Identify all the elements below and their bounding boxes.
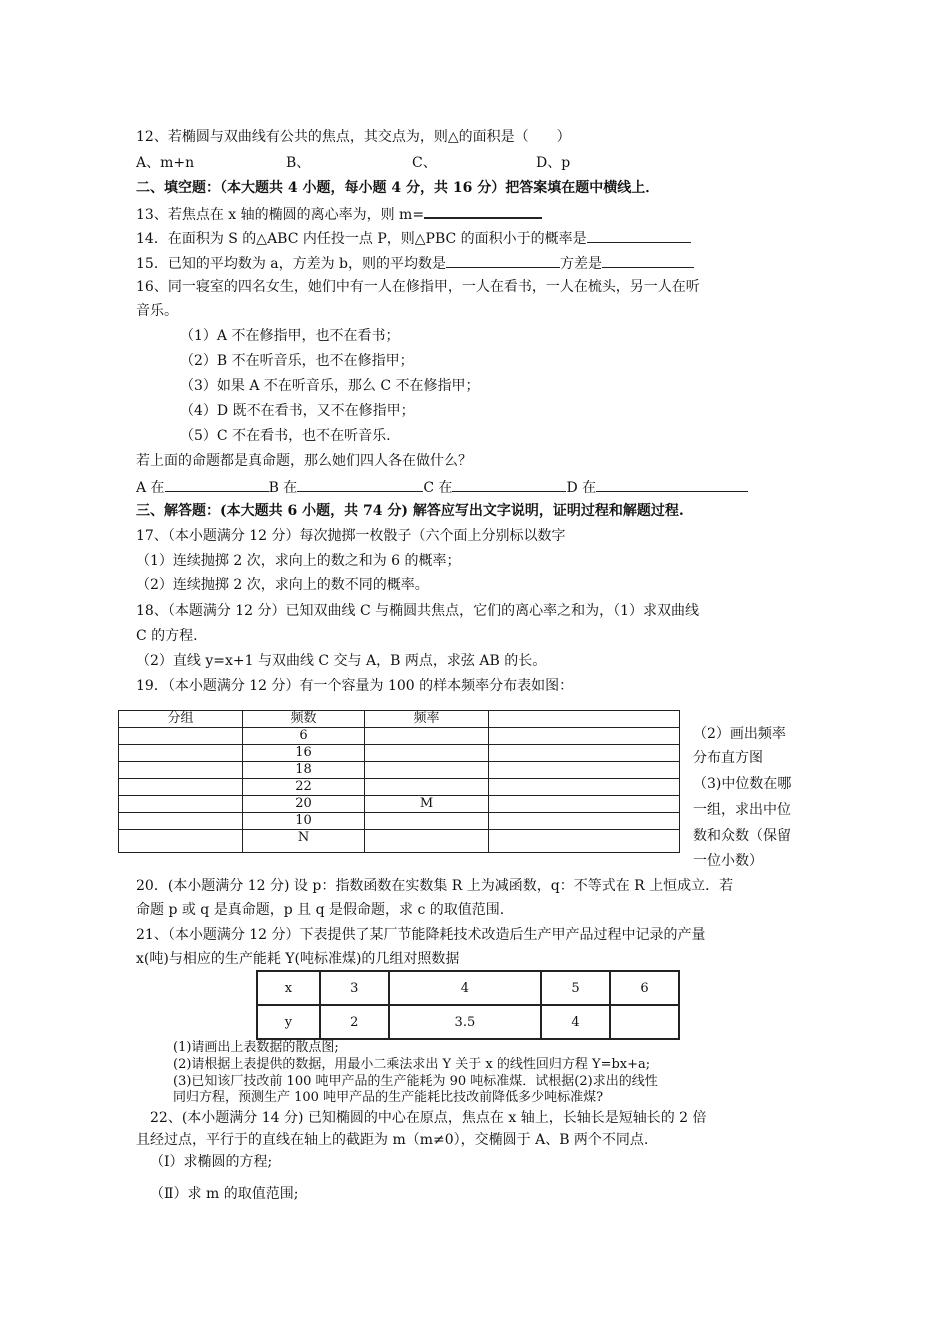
- count-cell: 22: [243, 779, 365, 796]
- q13-answer-blank[interactable]: [424, 202, 542, 219]
- count-cell: 10: [243, 813, 365, 830]
- q15-part1: 15．已知的平均数为 a，方差为 b，则的平均数是: [136, 256, 447, 272]
- freq-cell: [365, 779, 489, 796]
- q16-answer-a-blank[interactable]: [165, 476, 269, 492]
- q12-option-b: B、: [286, 155, 311, 171]
- q18-line2: C 的方程.: [136, 628, 198, 644]
- count-cell: N: [243, 830, 365, 853]
- q20-line1: 20．(本小题满分 12 分) 设 p：指数函数在实数集 R 上为减函数，q：不等式在 R 上恒成立．若: [136, 878, 734, 894]
- q21-item-4: 同归方程，预测生产 100 吨甲产品的生产能耗比技改前降低多少吨标准煤?: [173, 1090, 604, 1105]
- q21-item-3: (3)已知该厂技改前 100 吨甲产品的生产能耗为 90 吨标准煤．试根据(2)求出的线性: [173, 1074, 658, 1089]
- section2-heading: 二、填空题：（本大题共 4 小题，每小题 4 分，共 16 分）把答案填在题中横线上．: [136, 180, 660, 196]
- q20-line2: 命题 p 或 q 是真命题，p 且 q 是假命题，求 c 的取值范围.: [136, 902, 505, 918]
- y-value-cell: 2: [320, 1005, 389, 1039]
- table-row: [119, 813, 680, 830]
- q22-part-2: （Ⅱ）求 m 的取值范围;: [150, 1186, 299, 1202]
- q21-item-2: (2)请根据上表提供的数据，用最小二乘法求出 Y 关于 x 的线性回归方程 Y=bx+a;: [173, 1057, 651, 1072]
- q16-answer-b-label: B 在: [268, 480, 298, 496]
- y-value-cell: 4: [541, 1005, 610, 1039]
- q14: [136, 227, 691, 249]
- q17-stem: 17、（本小题满分 12 分）每次抛掷一枚骰子（六个面上分别标以数字: [136, 528, 566, 544]
- q14-text: 14．在面积为 S 的△ABC 内任投一点 P，则△PBC 的面积小于的概率是: [136, 231, 587, 247]
- x-value-cell: 3: [320, 971, 389, 1005]
- table-row: [119, 796, 680, 813]
- q13: [136, 202, 542, 225]
- q19-side-note-4: 一组，求出中位: [693, 802, 791, 818]
- q16-condition-3: （3）如果 A 不在听音乐，那么 C 不在修指甲；: [180, 378, 480, 394]
- q19-side-note-5: 数和众数（保留: [693, 828, 791, 844]
- q21-data-table: [256, 970, 680, 1040]
- q15: [136, 252, 694, 274]
- table-row: [119, 728, 680, 745]
- header-count: 频数: [243, 711, 365, 728]
- table-header-row: [119, 711, 680, 728]
- q16-answer-c-label: C 在: [423, 480, 453, 496]
- q16-condition-2: （2）B 不在听音乐，也不在修指甲；: [180, 353, 414, 369]
- q21-line1: 21、（本小题满分 12 分）下表提供了某厂节能降耗技术改造后生产甲产品过程中记录的产量: [136, 927, 706, 943]
- q16-answer-d-blank[interactable]: [596, 476, 748, 492]
- q22-line2: 且经过点，平行于的直线在轴上的截距为 m（m≠0），交椭圆于 A、B 两个不同点.: [136, 1132, 649, 1148]
- x-value-cell: 4: [389, 971, 541, 1005]
- q16-question: 若上面的命题都是真命题，那么她们四人各在做什么？: [136, 453, 472, 469]
- q14-answer-blank[interactable]: [587, 227, 691, 243]
- q22-part-1: （Ⅰ）求椭圆的方程;: [150, 1154, 273, 1170]
- count-cell: 18: [243, 762, 365, 779]
- q18-line1: 18、（本题满分 12 分）已知双曲线 C 与椭圆共焦点，它们的离心率之和为，（1）求双曲线: [136, 603, 700, 619]
- x-value-cell: 6: [610, 971, 679, 1005]
- freq-cell: [365, 745, 489, 762]
- x-label-cell: x: [257, 971, 320, 1005]
- q12-stem: 12、若椭圆与双曲线有公共的焦点，其交点为，则△的面积是（ ）: [136, 129, 571, 145]
- q12-option-c: C、: [412, 155, 437, 171]
- header-extra: [489, 711, 680, 728]
- table-row: [119, 779, 680, 796]
- table-row-x: [257, 971, 679, 1005]
- q18-line3: （2）直线 y=x+1 与双曲线 C 交与 A，B 两点，求弦 AB 的长。: [136, 653, 547, 669]
- freq-cell: [365, 728, 489, 745]
- y-value-cell: [610, 1005, 679, 1039]
- q13-text: 13、若焦点在 x 轴的椭圆的离心率为，则 m=: [136, 207, 425, 223]
- q16-answer-a-label: A 在: [136, 480, 165, 496]
- table-row: [119, 762, 680, 779]
- count-cell: 20: [243, 796, 365, 813]
- q16-answer-b-blank[interactable]: [297, 476, 423, 492]
- q16-answer-c-blank[interactable]: [452, 476, 566, 492]
- q17-part-2: （2）连续抛掷 2 次，求向上的数不同的概率。: [136, 577, 429, 593]
- q12-option-d: D、p: [536, 155, 571, 171]
- q16-answers: [136, 476, 748, 498]
- y-value-cell: 3.5: [389, 1005, 541, 1039]
- q16-answer-d-label: D 在: [566, 480, 597, 496]
- table-row-y: [257, 1005, 679, 1039]
- freq-cell: M: [365, 796, 489, 813]
- table-row: [119, 745, 680, 762]
- q19-frequency-table: [118, 710, 680, 853]
- q12-option-a: A、m+n: [136, 155, 195, 171]
- freq-cell: [365, 813, 489, 830]
- q15-variance-blank[interactable]: [602, 252, 694, 268]
- q15-part2: 方差是: [560, 256, 603, 272]
- q16-condition-4: （4）D 既不在看书，又不在修指甲；: [180, 403, 415, 419]
- q15-mean-blank[interactable]: [446, 252, 560, 268]
- q22-line1: 22、(本小题满分 14 分) 已知椭圆的中心在原点，焦点在 x 轴上，长轴长是短轴长的 2 倍: [150, 1110, 707, 1126]
- q17-part-1: （1）连续抛掷 2 次，求向上的数之和为 6 的概率；: [136, 553, 461, 569]
- section3-heading: 三、解答题：(本大题共 6 小题，共 74 分) 解答应写出文字说明，证明过程和解题过程.: [136, 503, 684, 519]
- q16-condition-1: （1）A 不在修指甲，也不在看书；: [180, 328, 400, 344]
- q12-options: [136, 153, 570, 173]
- q21-line2: x(吨)与相应的生产能耗 Y(吨标准煤)的几组对照数据: [136, 951, 460, 967]
- header-frequency: 频率: [365, 711, 489, 728]
- count-cell: 6: [243, 728, 365, 745]
- q16-line2: 音乐。: [136, 303, 178, 319]
- q19-side-note-1: （2）画出频率: [693, 726, 786, 742]
- table-row: [119, 830, 680, 853]
- q16-line1: 16、同一寝室的四名女生，她们中有一人在修指甲，一人在看书，一人在梳头，另一人在听: [136, 279, 700, 295]
- freq-cell: [365, 762, 489, 779]
- header-group: 分组: [119, 711, 243, 728]
- y-label-cell: y: [257, 1005, 320, 1039]
- q21-item-1: (1)请画出上表数据的散点图;: [173, 1040, 339, 1055]
- count-cell: 16: [243, 745, 365, 762]
- q19-stem: 19．（本小题满分 12 分）有一个容量为 100 的样本频率分布表如图：: [136, 678, 574, 694]
- q19-side-note-3: （3)中位数在哪: [693, 776, 792, 792]
- q16-condition-5: （5）C 不在看书，也不在听音乐.: [180, 428, 391, 444]
- q19-side-note-6: 一位小数）: [693, 853, 763, 869]
- x-value-cell: 5: [541, 971, 610, 1005]
- q19-side-note-2: 分布直方图: [693, 750, 763, 766]
- freq-cell: [365, 830, 489, 853]
